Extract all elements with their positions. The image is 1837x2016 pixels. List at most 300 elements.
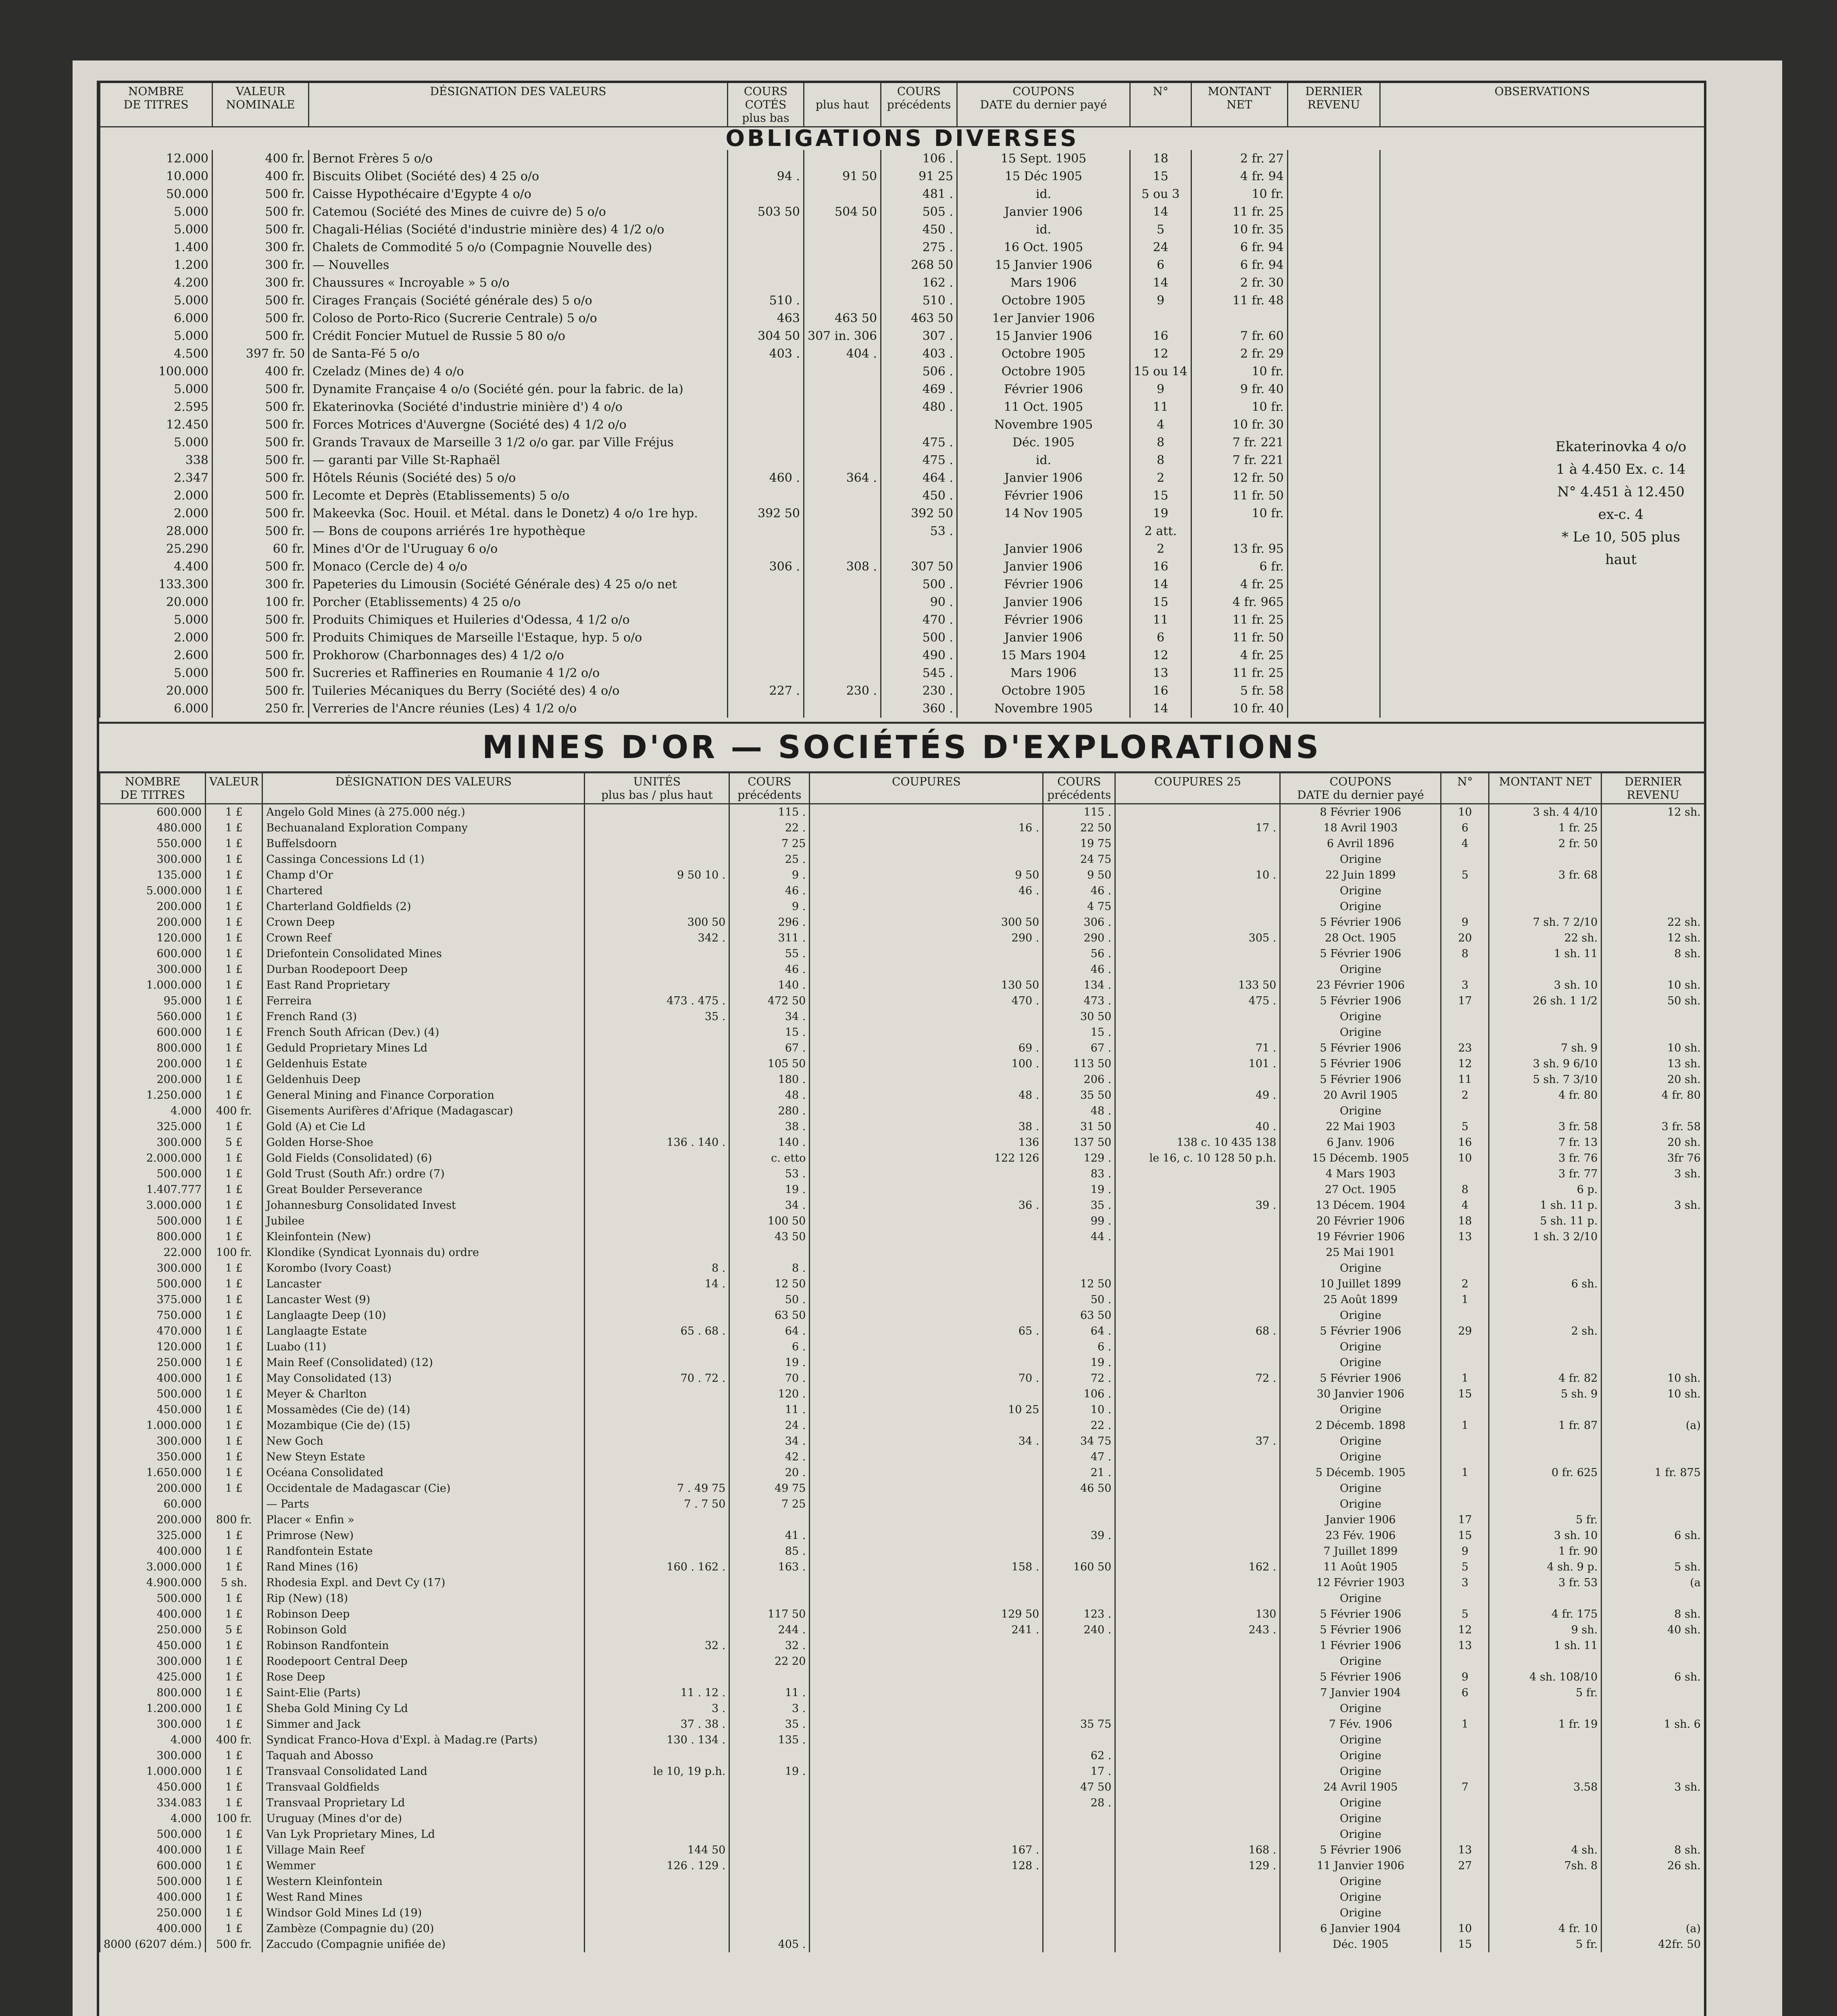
net-cell: 10 fr. 35: [1191, 221, 1287, 239]
designation-cell: Czeladz (Mines de) 4 o/o: [309, 363, 728, 381]
no-cell: 15: [1130, 487, 1191, 505]
revenu-cell: [1602, 852, 1704, 867]
unites-cell: le 10, 19 p.h.: [585, 1764, 729, 1779]
plus-haut-cell: [804, 523, 881, 540]
no-cell: [1441, 1449, 1489, 1465]
nombre-cell: 5.000: [100, 664, 212, 682]
coupures-bas-cell: 241 .: [810, 1622, 1043, 1638]
designation-cell: Chalets de Commodité 5 o/o (Compagnie Nouvelle des): [309, 239, 728, 256]
nombre-cell: 100.000: [100, 363, 212, 381]
observations-cell: [1380, 256, 1704, 274]
no-cell: [1441, 962, 1489, 977]
plus-bas-cell: 510 .: [728, 292, 804, 310]
unites-cell: [585, 1811, 729, 1826]
net-cell: 5 sh. 11 p.: [1489, 1213, 1602, 1229]
net-cell: [1489, 1025, 1602, 1040]
coupures-prec-cell: 106 .: [1043, 1386, 1115, 1402]
nombre-cell: 2.000: [100, 505, 212, 523]
unites-cell: [585, 1575, 729, 1591]
unites-cell: [585, 1528, 729, 1543]
table-row: [100, 345, 1704, 363]
coupures25-cell: [1115, 1543, 1280, 1559]
date-cell: Origine: [1280, 1811, 1441, 1826]
valeur-cell: 500 fr.: [212, 452, 309, 469]
designation-cell: Champ d'Or: [262, 867, 585, 883]
revenu-cell: 6 sh.: [1602, 1669, 1704, 1685]
unites-cell: [585, 1889, 729, 1905]
designation-cell: Kleinfontein (New): [262, 1229, 585, 1245]
plus-haut-cell: [804, 594, 881, 611]
nombre-cell: 95.000: [100, 993, 206, 1009]
unites-cell: [585, 1229, 729, 1245]
revenu-cell: [1287, 256, 1380, 274]
coupures-bas-cell: 48 .: [810, 1087, 1043, 1103]
coupures-bas-cell: [810, 1166, 1043, 1182]
valeur-cell: 1 £: [206, 1591, 262, 1606]
designation-cell: New Steyn Estate: [262, 1449, 585, 1465]
coupures25-cell: [1115, 1748, 1280, 1764]
no-cell: 23: [1441, 1040, 1489, 1056]
no-cell: 14: [1130, 274, 1191, 292]
date-cell: 15 Déc 1905: [957, 168, 1130, 185]
net-cell: [1489, 1308, 1602, 1323]
coupures-bas-cell: 136: [810, 1135, 1043, 1150]
net-cell: [1489, 883, 1602, 899]
date-cell: 5 Février 1906: [1280, 946, 1441, 962]
unites-cell: 473 . 475 .: [585, 993, 729, 1009]
net-cell: 1 sh. 3 2/10: [1489, 1229, 1602, 1245]
date-cell: 18 Avril 1903: [1280, 820, 1441, 836]
cours-prec-cell: 19 .: [729, 1182, 810, 1198]
unites-cell: [585, 1213, 729, 1229]
revenu-cell: [1287, 434, 1380, 452]
table-row: [100, 1795, 1704, 1811]
coupures-prec-cell: 160 50: [1043, 1559, 1115, 1575]
mines-table: [99, 773, 1704, 1952]
date-cell: 7 Fév. 1906: [1280, 1716, 1441, 1732]
coupures25-cell: [1115, 1874, 1280, 1889]
nombre-cell: 300.000: [100, 1135, 206, 1150]
coupures-bas-cell: [810, 1276, 1043, 1292]
net-cell: [1489, 852, 1602, 867]
table-row: [100, 1323, 1704, 1339]
coupures25-cell: [1115, 1591, 1280, 1606]
coupures-bas-cell: 122 126: [810, 1150, 1043, 1166]
no-cell: [1441, 1245, 1489, 1260]
obligations-body: [100, 150, 1704, 718]
cours-prec-cell: 85 .: [729, 1543, 810, 1559]
net-cell: 3 fr. 58: [1489, 1119, 1602, 1135]
date-cell: 5 Février 1906: [1280, 1606, 1441, 1622]
net-cell: [1489, 899, 1602, 914]
table-row: [100, 185, 1704, 203]
revenu-cell: [1602, 1449, 1704, 1465]
no-cell: 9: [1441, 1669, 1489, 1685]
unites-cell: [585, 1591, 729, 1606]
nombre-cell: 400.000: [100, 1889, 206, 1905]
mines-col-coupures25: COUPURES 25: [1115, 773, 1280, 804]
date-cell: 30 Janvier 1906: [1280, 1386, 1441, 1402]
unites-cell: [585, 1795, 729, 1811]
coupures25-cell: [1115, 1905, 1280, 1921]
table-row: [100, 1229, 1704, 1245]
nombre-cell: 6.000: [100, 310, 212, 327]
date-cell: Janvier 1906: [957, 469, 1130, 487]
valeur-cell: 400 fr.: [212, 168, 309, 185]
coupures25-cell: 68 .: [1115, 1323, 1280, 1339]
net-cell: 3 sh. 10: [1489, 1528, 1602, 1543]
no-cell: 1: [1441, 1418, 1489, 1433]
revenu-cell: [1602, 1182, 1704, 1198]
table-row: [100, 310, 1704, 327]
designation-cell: de Santa-Fé 5 o/o: [309, 345, 728, 363]
nombre-cell: 50.000: [100, 185, 212, 203]
designation-cell: Uruguay (Mines d'or de): [262, 1811, 585, 1826]
unites-cell: 9 50 10 .: [585, 867, 729, 883]
table-row: [100, 1135, 1704, 1150]
no-cell: [1441, 1732, 1489, 1748]
observations-cell: [1380, 416, 1704, 434]
cours-prec-cell: 480 .: [881, 398, 957, 416]
plus-bas-cell: [728, 647, 804, 664]
plus-bas-cell: [728, 363, 804, 381]
valeur-cell: 300 fr.: [212, 239, 309, 256]
observations-cell: [1380, 221, 1704, 239]
revenu-cell: [1602, 1213, 1704, 1229]
net-cell: 2 fr. 50: [1489, 836, 1602, 852]
cours-prec-cell: 120 .: [729, 1386, 810, 1402]
table-row: [100, 256, 1704, 274]
coupures-prec-cell: [1043, 1874, 1115, 1889]
valeur-cell: 800 fr.: [206, 1512, 262, 1528]
table-row: [100, 1937, 1704, 1952]
plus-bas-cell: [728, 540, 804, 558]
net-cell: 11 fr. 50: [1191, 629, 1287, 647]
table-row: [100, 523, 1704, 540]
observations-cell: [1380, 292, 1704, 310]
no-cell: 5 ou 3: [1130, 185, 1191, 203]
table-row: [100, 540, 1704, 558]
net-cell: [1489, 1795, 1602, 1811]
no-cell: 4: [1441, 1198, 1489, 1213]
observations-cell: [1380, 682, 1704, 700]
net-cell: 4 fr. 10: [1489, 1921, 1602, 1937]
coupures-bas-cell: [810, 1481, 1043, 1496]
nombre-cell: 3.000.000: [100, 1559, 206, 1575]
net-cell: 26 sh. 1 1/2: [1489, 993, 1602, 1009]
revenu-cell: [1602, 867, 1704, 883]
no-cell: 27: [1441, 1858, 1489, 1874]
unites-cell: 70 . 72 .: [585, 1370, 729, 1386]
plus-bas-cell: [728, 629, 804, 647]
unites-cell: [585, 1119, 729, 1135]
cours-prec-cell: [729, 1575, 810, 1591]
valeur-cell: 500 fr.: [212, 664, 309, 682]
valeur-cell: 500 fr.: [212, 416, 309, 434]
cours-prec-cell: 35 .: [729, 1716, 810, 1732]
coupures-prec-cell: 15 .: [1043, 1025, 1115, 1040]
no-cell: [1130, 310, 1191, 327]
table-row: [100, 1260, 1704, 1276]
table-row: [100, 899, 1704, 914]
net-cell: 7 fr. 221: [1191, 434, 1287, 452]
table-row: [100, 168, 1704, 185]
table-row: [100, 558, 1704, 576]
cours-prec-cell: 360 .: [881, 700, 957, 718]
revenu-cell: 1 sh. 6: [1602, 1716, 1704, 1732]
no-cell: 13: [1441, 1638, 1489, 1654]
coupures-bas-cell: [810, 1072, 1043, 1087]
coupures-prec-cell: [1043, 1543, 1115, 1559]
revenu-cell: [1287, 505, 1380, 523]
revenu-cell: 1 fr. 875: [1602, 1465, 1704, 1481]
date-cell: Origine: [1280, 1748, 1441, 1764]
valeur-cell: 1 £: [206, 1638, 262, 1654]
coupures-prec-cell: 290 .: [1043, 930, 1115, 946]
table-row: [100, 1921, 1704, 1937]
no-cell: 14: [1130, 576, 1191, 594]
valeur-cell: 1 £: [206, 1292, 262, 1308]
plus-haut-cell: 404 .: [804, 345, 881, 363]
date-cell: 4 Mars 1903: [1280, 1166, 1441, 1182]
nombre-cell: 600.000: [100, 1025, 206, 1040]
revenu-cell: [1602, 820, 1704, 836]
no-cell: [1441, 1905, 1489, 1921]
valeur-cell: 1 £: [206, 1229, 262, 1245]
coupures25-cell: [1115, 1811, 1280, 1826]
coupures-bas-cell: [810, 1701, 1043, 1716]
no-cell: 12: [1130, 647, 1191, 664]
plus-haut-cell: 504 50: [804, 203, 881, 221]
designation-cell: Coloso de Porto-Rico (Sucrerie Centrale) 5 o/o: [309, 310, 728, 327]
unites-cell: [585, 1874, 729, 1889]
date-cell: Origine: [1280, 1905, 1441, 1921]
valeur-cell: 1 £: [206, 1433, 262, 1449]
net-cell: 6 fr. 94: [1191, 256, 1287, 274]
table-row: [100, 221, 1704, 239]
coupures25-cell: 101 .: [1115, 1056, 1280, 1072]
observations-cell: [1380, 611, 1704, 629]
date-cell: Origine: [1280, 1764, 1441, 1779]
table-row: [100, 1764, 1704, 1779]
coupures25-cell: [1115, 1826, 1280, 1842]
table-row: [100, 1748, 1704, 1764]
table-row: [100, 416, 1704, 434]
table-row: [100, 1056, 1704, 1072]
nombre-cell: 22.000: [100, 1245, 206, 1260]
nombre-cell: 800.000: [100, 1685, 206, 1701]
no-cell: 2: [1130, 469, 1191, 487]
net-cell: [1489, 1826, 1602, 1842]
valeur-cell: 1 £: [206, 1040, 262, 1056]
revenu-cell: [1602, 1276, 1704, 1292]
net-cell: 5 sh. 7 3/10: [1489, 1072, 1602, 1087]
table-row: [100, 1072, 1704, 1087]
plus-haut-cell: [804, 363, 881, 381]
coupures-bas-cell: [810, 1213, 1043, 1229]
revenu-cell: [1602, 962, 1704, 977]
revenu-cell: [1602, 1245, 1704, 1260]
coupures25-cell: [1115, 1276, 1280, 1292]
unites-cell: [585, 1402, 729, 1418]
date-cell: 19 Février 1906: [1280, 1229, 1441, 1245]
valeur-cell: 1 £: [206, 820, 262, 836]
coupures25-cell: [1115, 1685, 1280, 1701]
plus-haut-cell: [804, 398, 881, 416]
table-row: [100, 1591, 1704, 1606]
no-cell: 14: [1130, 203, 1191, 221]
revenu-cell: [1602, 1654, 1704, 1669]
coupures-prec-cell: 72 .: [1043, 1370, 1115, 1386]
net-cell: 1 fr. 90: [1489, 1543, 1602, 1559]
unites-cell: 7 . 7 50: [585, 1496, 729, 1512]
designation-cell: Mines d'Or de l'Uruguay 6 o/o: [309, 540, 728, 558]
coupures-prec-cell: 56 .: [1043, 946, 1115, 962]
valeur-cell: 100 fr.: [206, 1245, 262, 1260]
unites-cell: [585, 1182, 729, 1198]
table-row: [100, 946, 1704, 962]
coupures25-cell: [1115, 1795, 1280, 1811]
observation-line: 1 à 4.450 Ex. c. 14: [1556, 461, 1686, 477]
cours-prec-cell: 9 .: [729, 899, 810, 914]
net-cell: [1191, 523, 1287, 540]
date-cell: Origine: [1280, 1826, 1441, 1842]
net-cell: 3 sh. 9 6/10: [1489, 1056, 1602, 1072]
no-cell: 17: [1441, 993, 1489, 1009]
unites-cell: 37 . 38 .: [585, 1716, 729, 1732]
no-cell: 10: [1441, 1921, 1489, 1937]
nombre-cell: 550.000: [100, 836, 206, 852]
designation-cell: Great Boulder Perseverance: [262, 1182, 585, 1198]
cours-prec-cell: 106 .: [881, 150, 957, 168]
designation-cell: Rip (New) (18): [262, 1591, 585, 1606]
net-cell: [1489, 1591, 1602, 1606]
cours-prec-cell: 20 .: [729, 1465, 810, 1481]
observations-cell: [1380, 398, 1704, 416]
revenu-cell: (a): [1602, 1921, 1704, 1937]
valeur-cell: 400 fr.: [212, 363, 309, 381]
no-cell: 1: [1441, 1292, 1489, 1308]
coupures25-cell: [1115, 1481, 1280, 1496]
net-cell: 7 sh. 7 2/10: [1489, 914, 1602, 930]
coupures-prec-cell: 19 .: [1043, 1355, 1115, 1370]
table-row: [100, 1213, 1704, 1229]
designation-cell: Transvaal Proprietary Ld: [262, 1795, 585, 1811]
coupures-bas-cell: [810, 1779, 1043, 1795]
coupures-prec-cell: 473 .: [1043, 993, 1115, 1009]
coupures-prec-cell: 34 75: [1043, 1433, 1115, 1449]
net-cell: 5 fr. 58: [1191, 682, 1287, 700]
date-cell: Novembre 1905: [957, 416, 1130, 434]
nombre-cell: 560.000: [100, 1009, 206, 1025]
nombre-cell: 400.000: [100, 1606, 206, 1622]
designation-cell: Ekaterinovka (Société d'industrie minière d') 4 o/o: [309, 398, 728, 416]
table-row: [100, 1701, 1704, 1716]
coupures-bas-cell: [810, 1669, 1043, 1685]
coupures-bas-cell: 70 .: [810, 1370, 1043, 1386]
cours-prec-cell: 163 .: [729, 1559, 810, 1575]
unites-cell: [585, 883, 729, 899]
valeur-cell: 500 fr.: [212, 558, 309, 576]
no-cell: 9: [1441, 1543, 1489, 1559]
revenu-cell: [1602, 1308, 1704, 1323]
valeur-cell: 1 £: [206, 1418, 262, 1433]
valeur-cell: 1 £: [206, 899, 262, 914]
cours-prec-cell: 46 .: [729, 883, 810, 899]
designation-cell: Occidentale de Madagascar (Cie): [262, 1481, 585, 1496]
valeur-cell: 400 fr.: [206, 1103, 262, 1119]
observations-cell: [1380, 168, 1704, 185]
valeur-cell: 1 £: [206, 1087, 262, 1103]
no-cell: [1441, 1795, 1489, 1811]
cours-prec-cell: 91 25: [881, 168, 957, 185]
nombre-cell: 800.000: [100, 1040, 206, 1056]
nombre-cell: 1.200.000: [100, 1701, 206, 1716]
net-cell: 10 fr. 40: [1191, 700, 1287, 718]
designation-cell: Buffelsdoorn: [262, 836, 585, 852]
cours-prec-cell: 403 .: [881, 345, 957, 363]
coupures-prec-cell: 67 .: [1043, 1040, 1115, 1056]
coupures25-cell: 49 .: [1115, 1087, 1280, 1103]
unites-cell: [585, 1418, 729, 1433]
date-cell: Février 1906: [957, 487, 1130, 505]
revenu-cell: [1602, 1874, 1704, 1889]
table-row: [100, 1370, 1704, 1386]
coupures25-cell: [1115, 1245, 1280, 1260]
cours-prec-cell: 11 .: [729, 1685, 810, 1701]
revenu-cell: [1602, 1355, 1704, 1370]
date-cell: 6 Janvier 1904: [1280, 1921, 1441, 1937]
cours-prec-cell: 34 .: [729, 1198, 810, 1213]
net-cell: 6 p.: [1489, 1182, 1602, 1198]
plus-haut-cell: 463 50: [804, 310, 881, 327]
nombre-cell: 750.000: [100, 1308, 206, 1323]
observations-cell: [1380, 345, 1704, 363]
date-cell: Origine: [1280, 1308, 1441, 1323]
plus-bas-cell: 392 50: [728, 505, 804, 523]
nombre-cell: 5.000.000: [100, 883, 206, 899]
coupures-prec-cell: 24 75: [1043, 852, 1115, 867]
valeur-cell: 1 £: [206, 1669, 262, 1685]
net-cell: 13 fr. 95: [1191, 540, 1287, 558]
plus-haut-cell: [804, 185, 881, 203]
designation-cell: Gold Fields (Consolidated) (6): [262, 1150, 585, 1166]
coupures-prec-cell: 134 .: [1043, 977, 1115, 993]
plus-bas-cell: 94 .: [728, 168, 804, 185]
revenu-cell: 10 sh.: [1602, 977, 1704, 993]
table-row: [100, 1874, 1704, 1889]
no-cell: 15 ou 14: [1130, 363, 1191, 381]
no-cell: [1441, 1339, 1489, 1355]
designation-cell: Gold Trust (South Afr.) ordre (7): [262, 1166, 585, 1182]
net-cell: [1489, 1811, 1602, 1826]
valeur-cell: 1 £: [206, 1528, 262, 1543]
valeur-cell: 100 fr.: [212, 594, 309, 611]
coupures-bas-cell: [810, 1229, 1043, 1245]
table-row: [100, 594, 1704, 611]
mines-col-valeur: VALEUR: [206, 773, 262, 804]
designation-cell: Rhodesia Expl. and Devt Cy (17): [262, 1575, 585, 1591]
valeur-cell: 1 £: [206, 1858, 262, 1874]
coupures-bas-cell: [810, 1937, 1043, 1952]
coupures-prec-cell: 47 50: [1043, 1779, 1115, 1795]
plus-bas-cell: [728, 274, 804, 292]
revenu-cell: [1602, 1009, 1704, 1025]
designation-cell: New Goch: [262, 1433, 585, 1449]
no-cell: [1441, 1748, 1489, 1764]
coupures25-cell: 10 .: [1115, 867, 1280, 883]
coupures-bas-cell: [810, 1386, 1043, 1402]
